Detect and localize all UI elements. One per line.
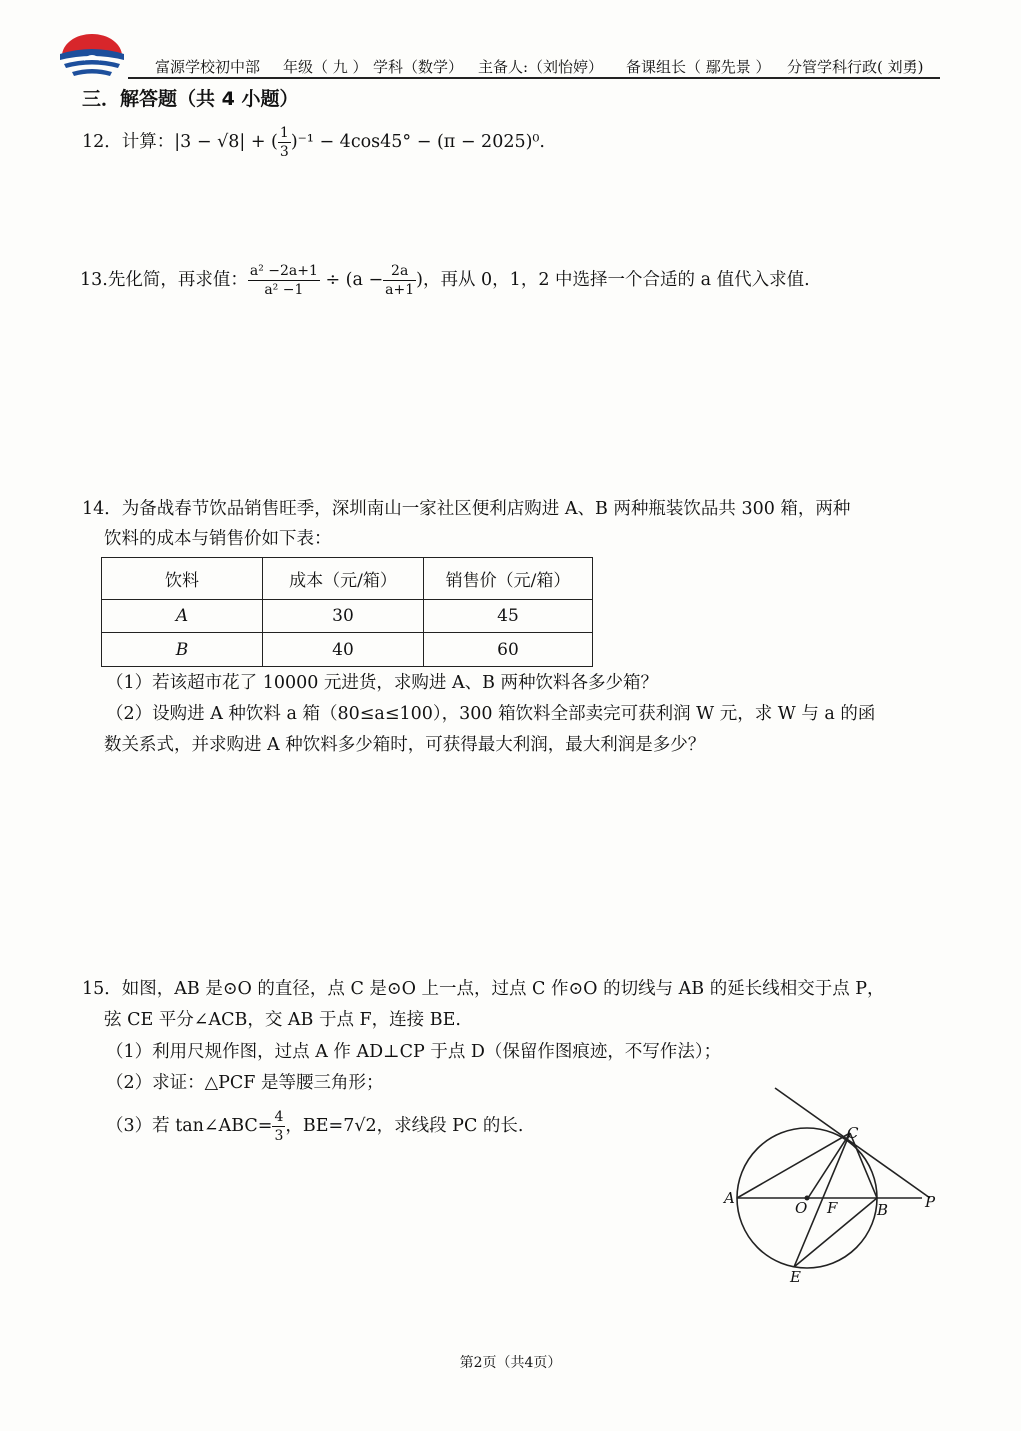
question-12: [82, 124, 545, 161]
table-cell: B: [102, 633, 263, 667]
table-header-row: [102, 558, 593, 600]
q14-line2: 饮料的成本与销售价如下表：: [104, 529, 332, 549]
table-row: [102, 633, 593, 667]
q12-fraction: [278, 124, 291, 161]
circle-geometry-figure: [700, 1080, 960, 1290]
q15-frac-den: 3: [274, 1128, 284, 1145]
cost-price-table: [101, 557, 593, 667]
q13-frac2-num: 2a: [383, 262, 416, 281]
q12-prefix: 12．计算：|3 − √8| + (: [82, 132, 278, 153]
header-school: 富源学校初中部: [155, 58, 261, 76]
q13-frac1-num: a² −2a+1: [248, 262, 320, 281]
q14-sub2b: 数关系式，并求购进 A 种饮料多少箱时，可获得最大利润，最大利润是多少？: [104, 735, 706, 755]
q13-frac1-den: a² −1: [264, 282, 304, 299]
q13-suffix: )，再从 0，1，2 中选择一个合适的 a 值代入求值.: [416, 270, 810, 291]
label-c: C: [847, 1124, 859, 1142]
q12-suffix: )⁻¹ − 4cos45° − (π − 2025)⁰.: [290, 132, 545, 153]
table-cell: A: [102, 599, 263, 633]
q15-sub1: （1）利用尺规作图，过点 A 作 AD⊥CP 于点 D（保留作图痕迹，不写作法）；: [106, 1042, 722, 1062]
q15-sub3-fraction: [272, 1108, 285, 1145]
table-header: 成本（元/箱）: [263, 558, 424, 600]
label-f: F: [827, 1199, 838, 1217]
table-cell: 45: [424, 599, 593, 633]
q15-sub3-suffix: ，BE=7√2，求线段 PC 的长.: [285, 1116, 524, 1137]
section-title: 三．解答题（共 4 小题）: [82, 88, 299, 110]
q14-sub1: （1）若该超市花了 10000 元进货，求购进 A、B 两种饮料各多少箱？: [106, 673, 659, 693]
q15-sub3: [106, 1108, 523, 1145]
q12-frac-den: 3: [279, 144, 289, 161]
table-cell: 60: [424, 633, 593, 667]
school-logo: [56, 30, 128, 82]
table-header: 饮料: [102, 558, 263, 600]
header-admin: 分管学科行政( 刘勇): [787, 58, 924, 76]
q13-mid: ÷ (a −: [325, 270, 384, 291]
q13-prefix: 13.先化简，再求值：: [80, 270, 248, 291]
table-cell: 30: [263, 599, 424, 633]
label-b: B: [877, 1201, 889, 1219]
q15-line2: 弦 CE 平分∠ACB，交 AB 于点 F，连接 BE.: [104, 1010, 461, 1030]
label-p: P: [925, 1193, 936, 1211]
chord-ac: [737, 1133, 850, 1198]
q14-sub2a: （2）设购进 A 种饮料 a 箱（80≤a≤100），300 箱饮料全部卖完可获利润 W 元，求 W 与 a 的函: [106, 704, 876, 724]
header-subject: 学科（数学）: [373, 58, 464, 76]
label-o: O: [795, 1199, 808, 1217]
q15-line1: 15．如图，AB 是⊙O 的直径，点 C 是⊙O 上一点，过点 C 作⊙O 的切线与 AB 的延长线相交于点 P，: [82, 979, 885, 999]
chord-cb: [850, 1133, 877, 1198]
header-divider: [128, 77, 940, 79]
q14-line1: 14．为备战春节饮品销售旺季，深圳南山一家社区便利店购进 A、B 两种瓶装饮品共 300 箱，两种: [82, 499, 851, 519]
header-grade: 年级（ 九 ）: [283, 58, 368, 76]
tangent-line-cp: [775, 1088, 930, 1198]
label-e: E: [790, 1268, 801, 1286]
segment-co: [808, 1133, 850, 1198]
q13-fraction-2: [383, 262, 416, 299]
q15-frac-num: 4: [272, 1108, 285, 1127]
table-row: [102, 599, 593, 633]
q13-frac2-den: a+1: [385, 282, 415, 299]
q12-frac-num: 1: [278, 124, 291, 143]
q15-sub2: （2）求证：△PCF 是等腰三角形；: [106, 1073, 384, 1093]
table-header: 销售价（元/箱）: [424, 558, 593, 600]
table-cell: 40: [263, 633, 424, 667]
header-group-leader: 备课组长（ 鄢先景 ）: [626, 58, 771, 76]
q13-fraction-1: [248, 262, 320, 299]
question-13: [80, 262, 810, 299]
label-a: A: [724, 1189, 735, 1207]
header-preparer: 主备人:（刘怡婷）: [478, 58, 604, 76]
q15-sub3-prefix: （3）若 tan∠ABC=: [106, 1116, 273, 1137]
page-number: 第2页（共4页）: [459, 1355, 562, 1371]
